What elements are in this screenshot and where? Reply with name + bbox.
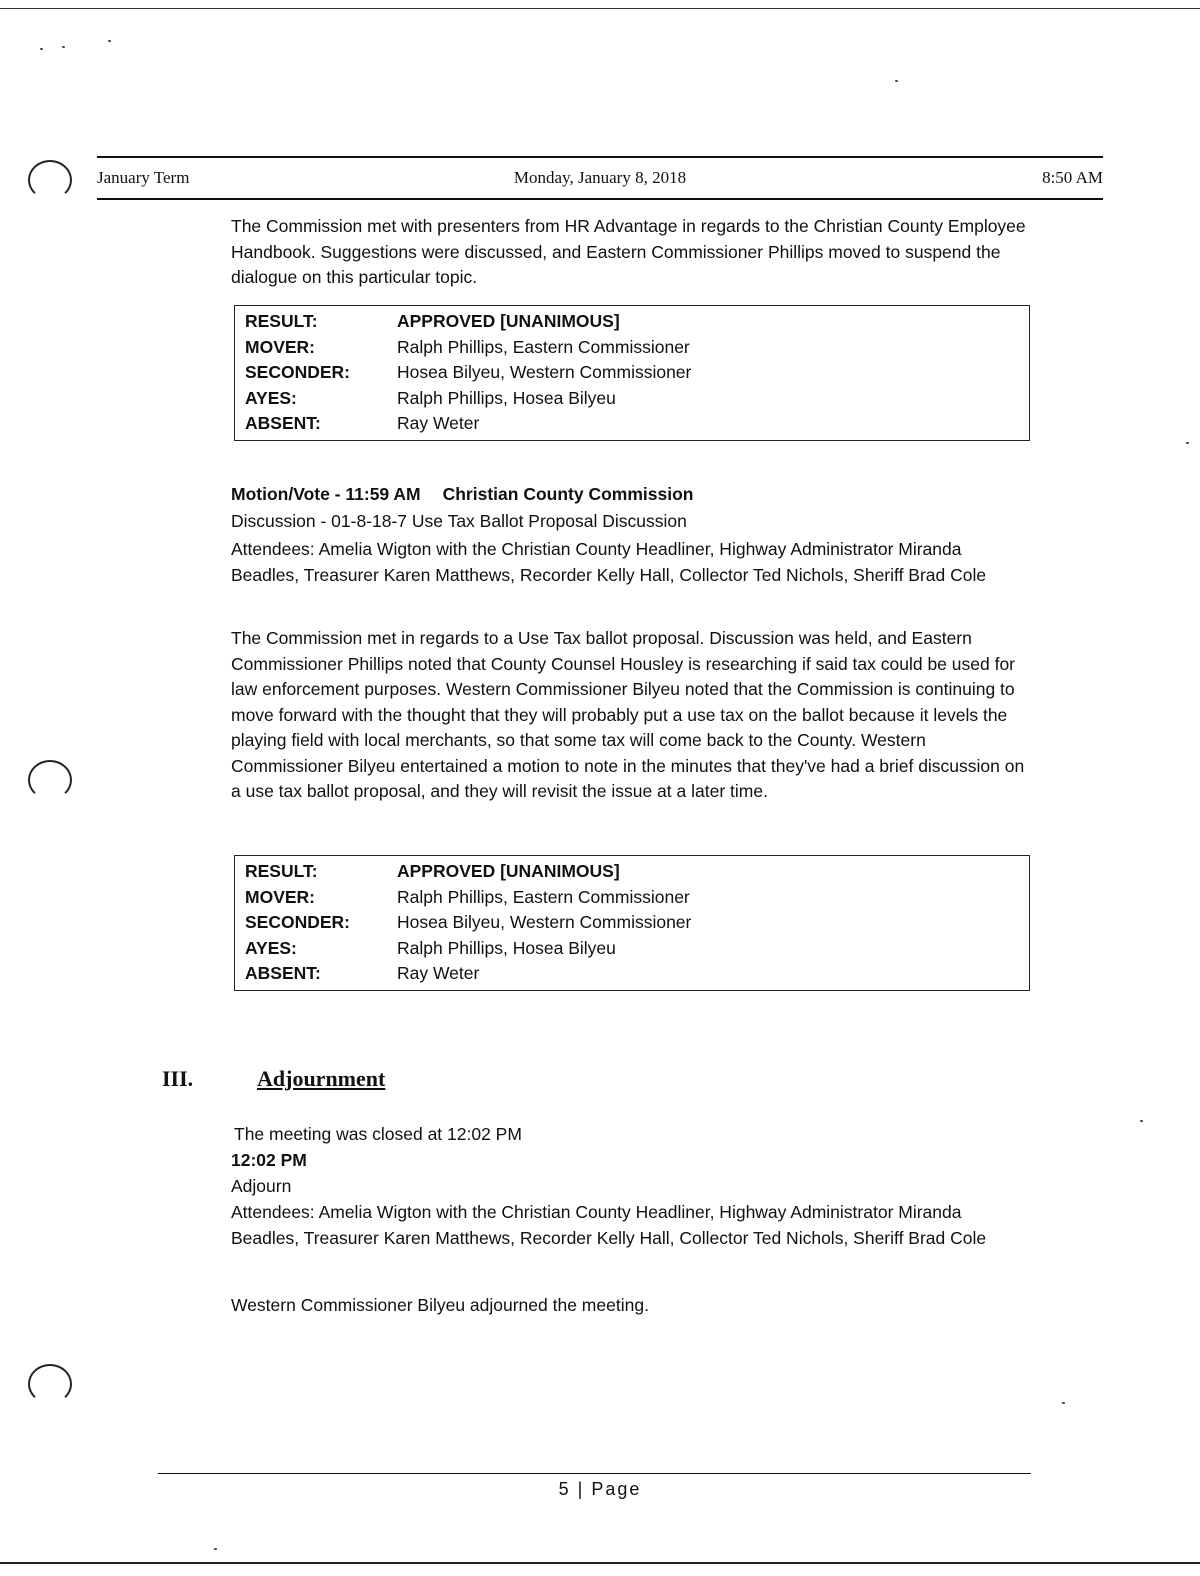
vote-row-result bbox=[245, 309, 1019, 335]
vote-label: MOVER: bbox=[245, 886, 315, 907]
vote-label: ABSENT: bbox=[245, 413, 321, 433]
vote-label: ABSENT: bbox=[245, 963, 321, 983]
section-title: Adjournment bbox=[257, 1066, 386, 1091]
scan-speck bbox=[62, 46, 65, 48]
vote-label: SECONDER: bbox=[245, 362, 351, 382]
vote-value: Ray Weter bbox=[397, 413, 480, 433]
scan-speck bbox=[1186, 442, 1189, 444]
vote-row-mover bbox=[245, 885, 1019, 911]
motion-label: Motion/Vote - 11:59 AM bbox=[231, 484, 421, 504]
vote-value: Hosea Bilyeu, Western Commissioner bbox=[397, 912, 692, 932]
motion-attendees: Attendees: Amelia Wigton with the Christian County Headliner, Highway Administrator Miranda Beadles, Treasurer Karen Matthews, Recorder Kelly Hall, Collector Ted Nichols, Sheriff Brad Cole bbox=[231, 539, 987, 585]
page-number: 5 | Page bbox=[558, 1479, 642, 1499]
vote-label: MOVER: bbox=[245, 336, 315, 357]
vote-row-ayes bbox=[245, 386, 1019, 412]
vote-label: AYES: bbox=[245, 937, 297, 958]
vote-value: Ralph Phillips, Eastern Commissioner bbox=[397, 886, 690, 907]
scan-speck bbox=[40, 48, 43, 50]
punch-hole-icon bbox=[28, 160, 72, 200]
vote-value: Hosea Bilyeu, Western Commissioner bbox=[397, 362, 692, 382]
vote-value: APPROVED [UNANIMOUS] bbox=[397, 311, 620, 331]
scan-speck bbox=[108, 40, 111, 42]
scan-speck bbox=[214, 1548, 217, 1550]
vote-row-seconder bbox=[245, 360, 1019, 386]
punch-hole-icon bbox=[28, 760, 72, 800]
header-date: Monday, January 8, 2018 bbox=[513, 168, 687, 187]
vote-value: Ray Weter bbox=[397, 963, 480, 983]
vote-label: RESULT: bbox=[245, 311, 318, 331]
vote-row-absent bbox=[245, 411, 1019, 437]
punch-hole-icon bbox=[28, 1364, 72, 1404]
vote-row-result bbox=[245, 859, 1019, 885]
motion-heading bbox=[231, 484, 693, 505]
scan-speck bbox=[1062, 1402, 1065, 1404]
vote-value: Ralph Phillips, Hosea Bilyeu bbox=[397, 937, 616, 958]
scan-speck bbox=[1140, 1120, 1143, 1122]
vote-row-mover bbox=[245, 335, 1019, 361]
vote-table-use-tax bbox=[234, 855, 1030, 991]
section-number: III. bbox=[162, 1066, 194, 1091]
adjourn-time: 12:02 PM bbox=[231, 1150, 307, 1170]
header-time: 8:50 AM bbox=[1042, 168, 1103, 187]
vote-row-absent bbox=[245, 961, 1019, 987]
vote-value: Ralph Phillips, Eastern Commissioner bbox=[397, 336, 690, 357]
scan-speck bbox=[895, 80, 898, 82]
scan-bottom-edge bbox=[0, 1562, 1200, 1564]
adjourn-action: Adjourn bbox=[231, 1176, 292, 1196]
use-tax-paragraph: The Commission met in regards to a Use Tax ballot proposal. Discussion was held, and Eastern Commissioner Phillips noted that County Counsel Housley is researching if said tax could be used for law enforcement purposes. Western Commissioner Bilyeu noted that the Commission is continuing to move forward with the thought that they will probably put a use tax on the ballot because it levels the playing field with local merchants, so that some tax will come back to the County. Western Commissioner Bilyeu entertained a motion to note in the minutes that they've had a brief discussion on a use tax ballot proposal, and they will revisit the issue at a later time. bbox=[231, 628, 1025, 801]
vote-label: AYES: bbox=[245, 387, 297, 408]
header-term: January Term bbox=[97, 168, 190, 187]
vote-value: Ralph Phillips, Hosea Bilyeu bbox=[397, 387, 616, 408]
vote-label: RESULT: bbox=[245, 861, 318, 881]
vote-row-ayes bbox=[245, 936, 1019, 962]
vote-value: APPROVED [UNANIMOUS] bbox=[397, 861, 620, 881]
document-header bbox=[97, 156, 1103, 200]
vote-label: SECONDER: bbox=[245, 912, 351, 932]
section-heading-adjournment bbox=[162, 1066, 385, 1092]
adjourn-attendees: Attendees: Amelia Wigton with the Christian County Headliner, Highway Administrator Miranda Beadles, Treasurer Karen Matthews, Recorder Kelly Hall, Collector Ted Nichols, Sheriff Brad Cole bbox=[231, 1202, 987, 1248]
scan-top-edge bbox=[0, 8, 1200, 9]
vote-table-handbook bbox=[234, 305, 1030, 441]
hr-advantage-paragraph: The Commission met with presenters from HR Advantage in regards to the Christian County Employee Handbook. Suggestions were discussed, and Eastern Commissioner Phillips moved to suspend the dialogue on this particular topic. bbox=[231, 216, 1026, 287]
motion-discussion: Discussion - 01-8-18-7 Use Tax Ballot Proposal Discussion bbox=[231, 511, 687, 531]
meeting-closed-text: The meeting was closed at 12:02 PM bbox=[234, 1124, 522, 1144]
adjourn-closing: Western Commissioner Bilyeu adjourned the meeting. bbox=[231, 1295, 649, 1315]
vote-row-seconder bbox=[245, 910, 1019, 936]
footer-rule bbox=[158, 1473, 1031, 1474]
motion-body: Christian County Commission bbox=[442, 484, 694, 504]
